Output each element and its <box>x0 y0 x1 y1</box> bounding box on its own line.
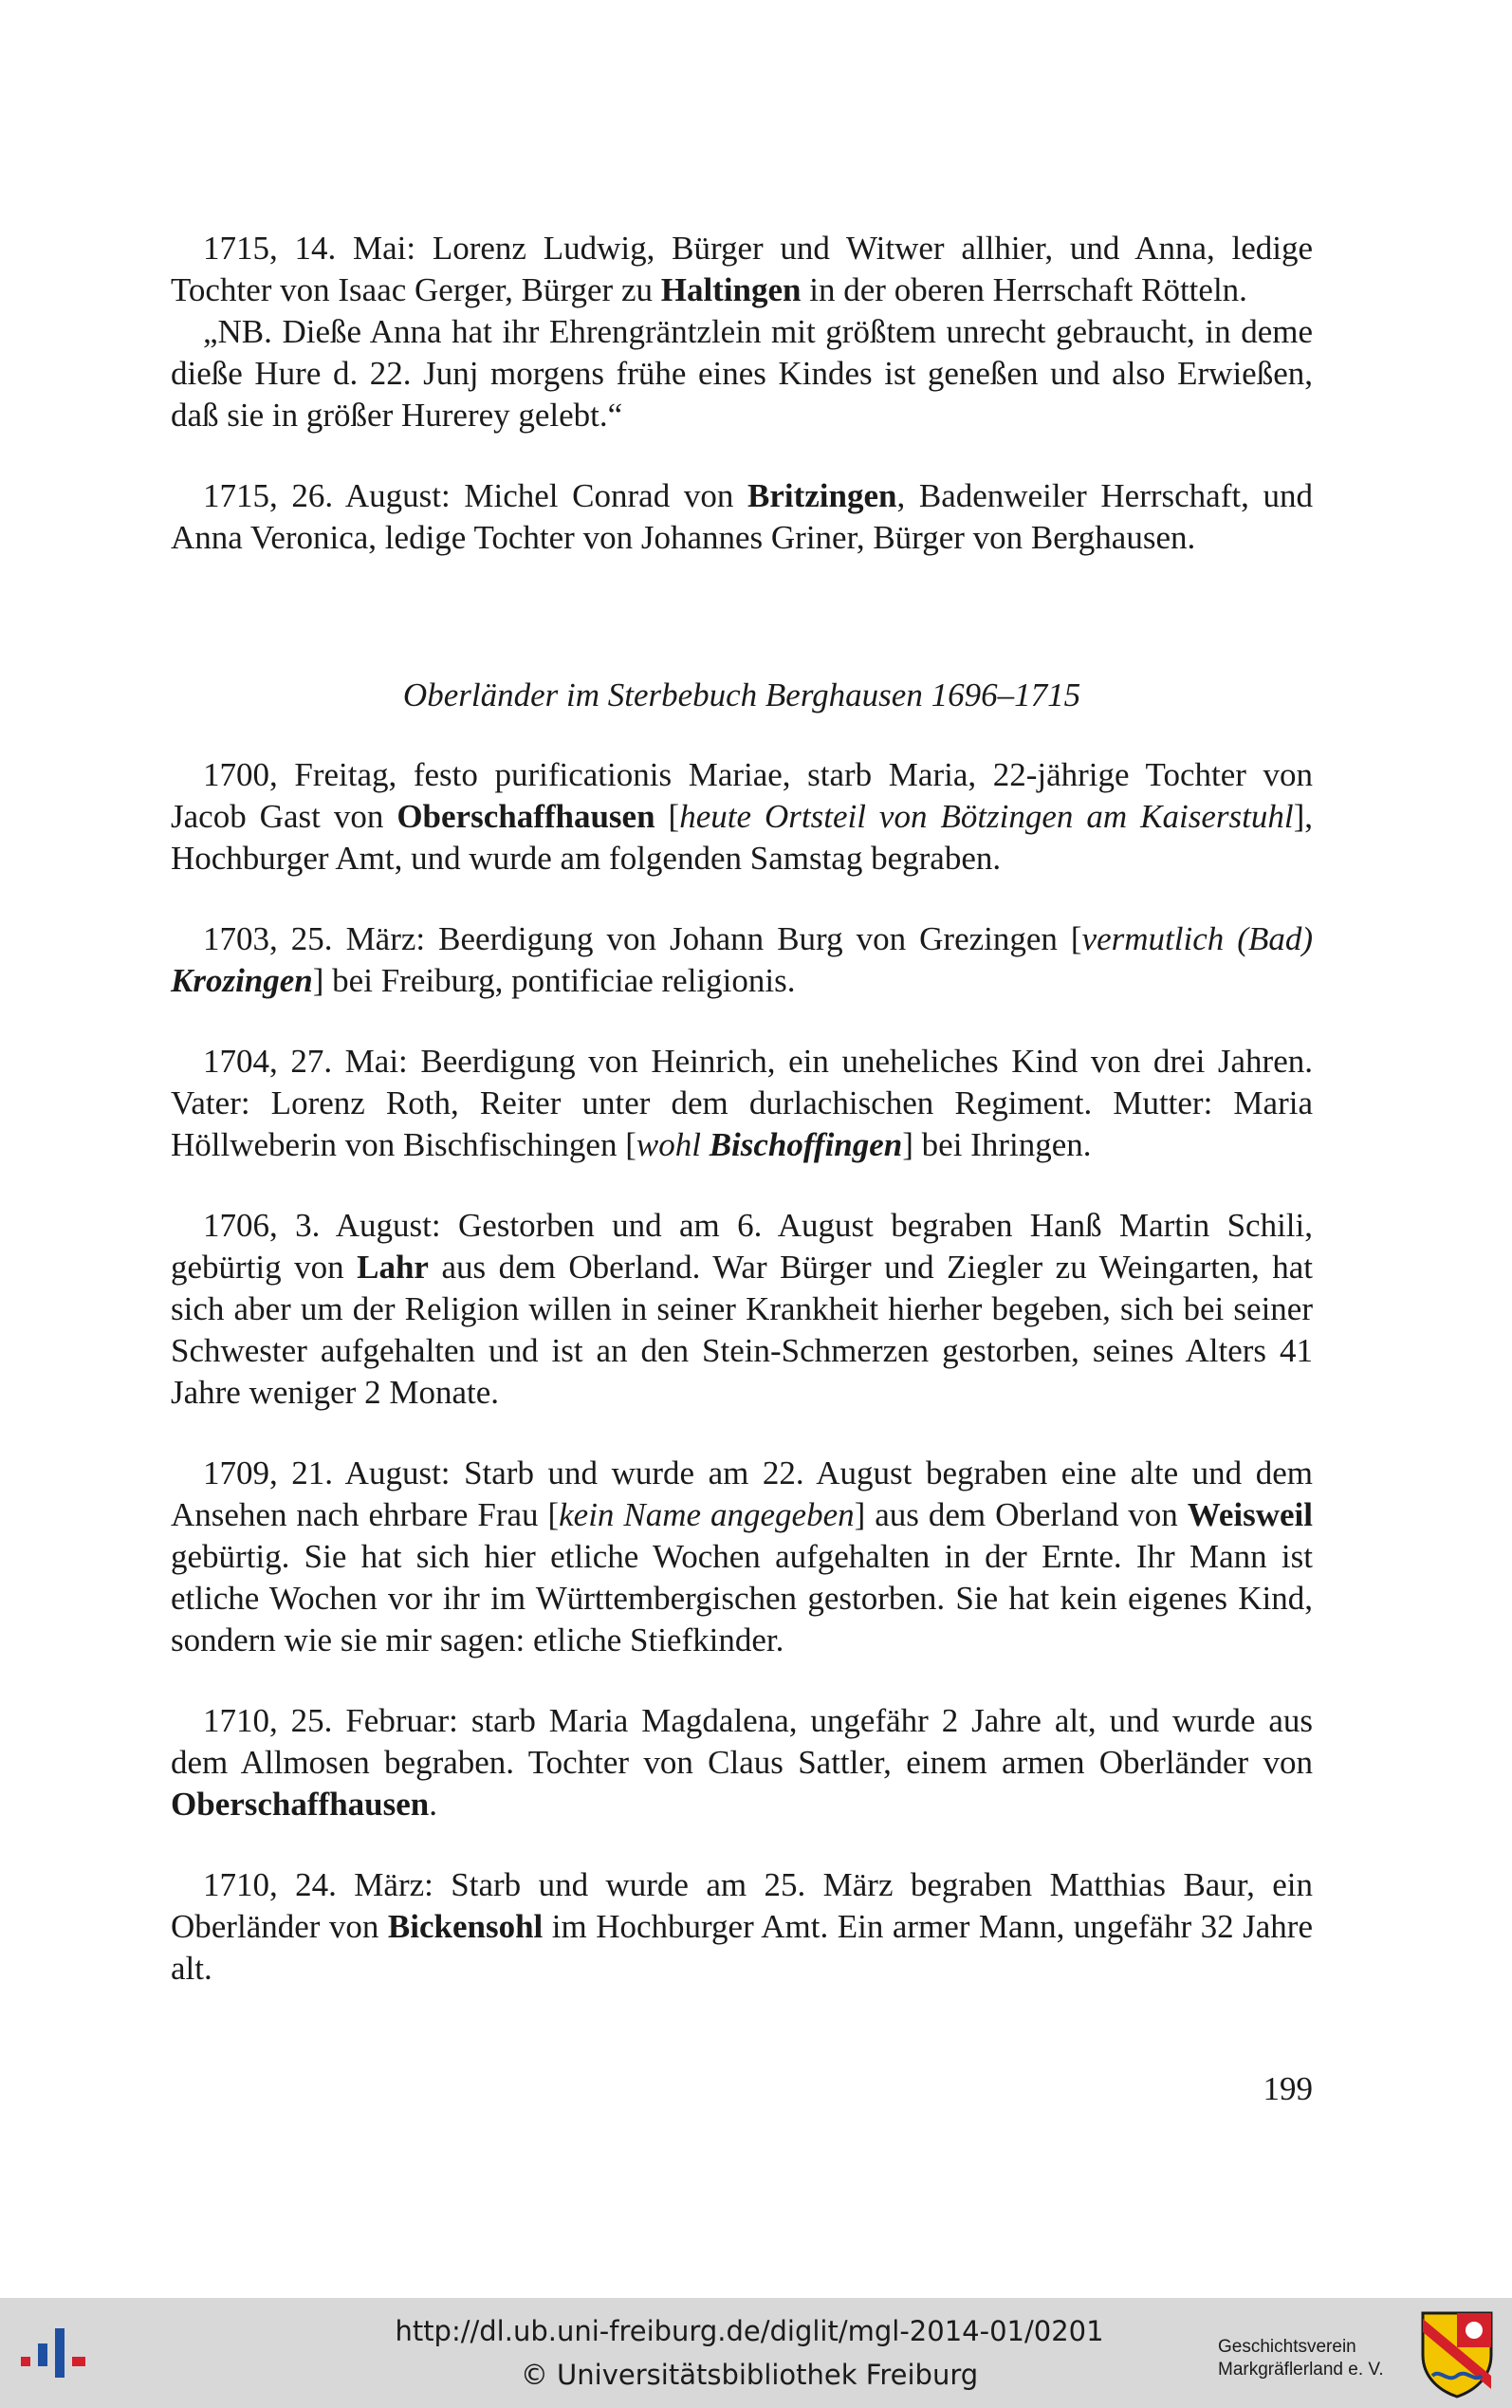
section-heading: Oberländer im Sterbebuch Berghausen 1696–1715 <box>402 676 1081 713</box>
place-name: Bickensohl <box>387 1908 544 1945</box>
spacer <box>171 880 1313 918</box>
entries-before <box>171 228 1313 559</box>
entry-text: gebürtig. Sie hat sich hier etliche Wochen aufgehalten in der Ernte. Ihr Mann ist etliche Wochen vor ihr im Württembergischen gestorben. Sie hat kein eigenes Kind, sondern wie sie mir sagen: etliche Stiefkinder. <box>171 1538 1313 1658</box>
place-name: Britzingen <box>747 477 897 514</box>
editorial-note: wohl <box>636 1126 710 1163</box>
register-entry <box>171 1041 1313 1166</box>
entry-text: 1703, 25. März: Beerdigung von Johann Burg von Grezingen [ <box>203 920 1082 957</box>
place-name-emphasis: Bischoffingen <box>709 1126 903 1163</box>
editorial-note: kein Name angegeben <box>559 1496 855 1533</box>
entry-text: ] bei Freiburg, pontificiae religionis. <box>312 962 796 999</box>
spacer <box>171 436 1313 475</box>
entry-text: ] bei Ihringen. <box>902 1126 1092 1163</box>
spacer <box>171 1825 1313 1864</box>
place-name <box>171 962 313 999</box>
society-name-line1: Geschichtsverein <box>1218 2337 1356 2357</box>
editorial-note: heute Ortsteil von Bötzingen am Kaiserstuhl <box>679 798 1294 835</box>
source-url-link[interactable]: http://dl.ub.uni-freiburg.de/diglit/mgl-2014-01/0201 <box>395 2315 1104 2347</box>
spacer <box>171 1414 1313 1453</box>
register-entry <box>171 311 1313 436</box>
entry-text: . <box>429 1786 437 1823</box>
spacer <box>171 1166 1313 1205</box>
spacer <box>171 559 1313 675</box>
register-entry <box>171 1205 1313 1414</box>
footer-bar <box>0 2298 1512 2408</box>
entry-text: 1710, 25. Februar: starb Maria Magdalena, ungefähr 2 Jahre alt, und wurde aus dem Allmosen begraben. Tochter von Claus Sattler, einem armen Oberländer von <box>171 1702 1313 1781</box>
place-name <box>710 1126 903 1163</box>
entry-text: 1704, 27. Mai: Beerdigung von Heinrich, ein uneheliches Kind von drei Jahren. Vater: Lorenz Roth, Reiter unter dem durlachischen Regiment. Mutter: Maria Höllweberin von Bischfischingen [ <box>171 1043 1313 1163</box>
entry-text: , Badenweiler Herrschaft, und Anna Veronica, ledige Tochter von Johannes Griner, Bürger von Berghausen. <box>171 477 1313 556</box>
place-name: Lahr <box>357 1249 429 1286</box>
register-entry <box>171 1453 1313 1661</box>
entry-text: ], Hochburger Amt, und wurde am folgenden Samstag begraben. <box>171 798 1314 877</box>
society-name <box>1218 2336 1408 2381</box>
register-entry <box>171 1864 1313 1990</box>
coat-of-arms-icon <box>1419 2309 1495 2399</box>
page-number: 199 <box>1263 2070 1313 2107</box>
register-entry <box>171 918 1313 1002</box>
entry-text: „NB. Dieße Anna hat ihr Ehrengräntzlein mit größtem unrecht gebraucht, in deme dieße Hure d. 22. Junj morgens frühe eines Kindes ist geneßen und also Erwießen, daß sie in größer Hurerey gelebt.“ <box>171 313 1313 434</box>
entry-text: im Hochburger Amt. Ein armer Mann, ungefähr 32 Jahre alt. <box>171 1908 1313 1987</box>
entry-text: 1710, 24. März: Starb und wurde am 25. März begraben Matthias Baur, ein Oberländer von <box>171 1866 1313 1945</box>
register-entry <box>171 475 1313 559</box>
spacer <box>171 1002 1313 1041</box>
entry-text: 1715, 26. August: Michel Conrad von <box>203 477 747 514</box>
spacer <box>171 716 1313 754</box>
entry-text: 1709, 21. August: Starb und wurde am 22. August begraben eine alte und dem Ansehen nach ehrbare Frau [ <box>171 1454 1313 1533</box>
register-entry <box>171 1700 1313 1825</box>
register-entry <box>171 228 1313 311</box>
copyright-notice: © Universitätsbibliothek Freiburg <box>520 2359 979 2391</box>
editorial-note: vermutlich (Bad) <box>1081 920 1313 957</box>
entries-after <box>171 754 1313 1990</box>
spacer <box>171 1661 1313 1700</box>
page-body <box>171 228 1313 1990</box>
register-entry <box>171 754 1313 880</box>
entry-text: in der oberen Herrschaft Rötteln. <box>801 271 1247 308</box>
place-name: Weisweil <box>1187 1496 1313 1533</box>
place-name: Oberschaffhausen <box>171 1786 430 1823</box>
entry-text: 1706, 3. August: Gestorben und am 6. August begraben Hanß Martin Schili, gebürtig von <box>171 1207 1313 1286</box>
entry-text: 1715, 14. Mai: Lorenz Ludwig, Bürger und Witwer allhier, und Anna, ledige Tochter von Isaac Gerger, Bürger zu <box>171 230 1313 308</box>
library-logo-icon <box>17 2315 93 2391</box>
society-name-line2: Markgräflerland e. V. <box>1218 2360 1384 2380</box>
place-name: Oberschaffhausen <box>396 798 655 835</box>
entry-text: aus dem Oberland. War Bürger und Ziegler zu Weingarten, hat sich aber um der Religion willen in seiner Krankheit hierher begeben, sich bei seiner Schwester aufgehalten und ist an den Stein-Schmerzen gestorben, seines Alters 41 Jahre weniger 2 Monate. <box>171 1249 1314 1411</box>
place-name-emphasis: Krozingen <box>171 962 313 999</box>
entry-text: ] aus dem Oberland von <box>854 1496 1188 1533</box>
entry-text: [ <box>655 798 680 835</box>
entry-text: 1700, Freitag, festo purificationis Mariae, starb Maria, 22-jährige Tochter von Jacob Gast von <box>171 756 1313 835</box>
place-name: Haltingen <box>660 271 802 308</box>
